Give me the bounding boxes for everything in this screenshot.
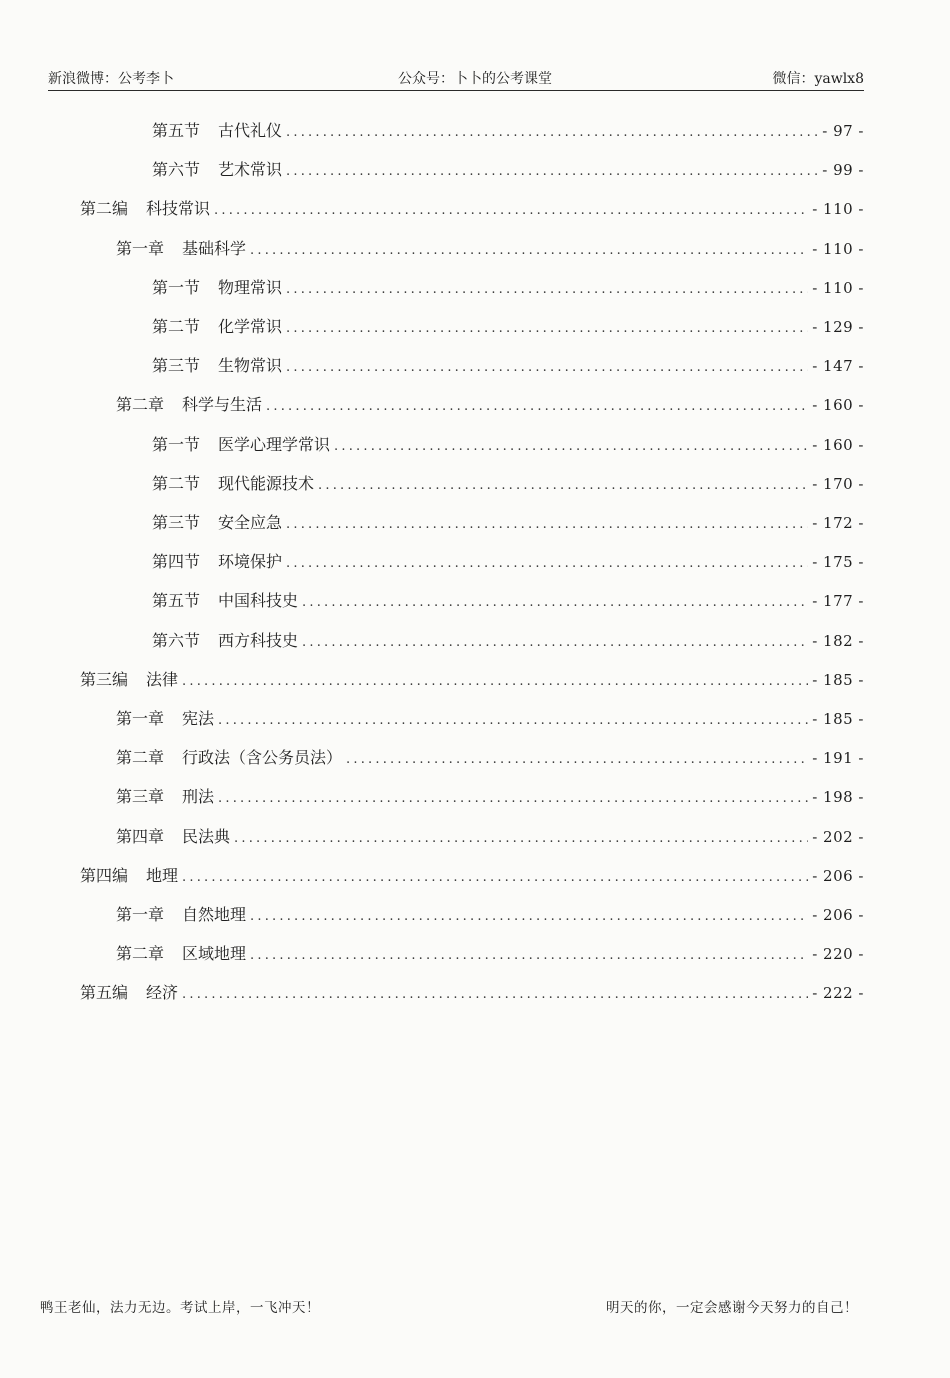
toc-entry-title: 环境保护 bbox=[218, 552, 283, 572]
toc-entry-label: 第二节 bbox=[152, 317, 201, 336]
toc-entry-label: 第一节 bbox=[152, 277, 201, 297]
page-header bbox=[48, 66, 864, 91]
toc-entry bbox=[116, 902, 864, 928]
toc-entry-page: - 175 - bbox=[812, 553, 864, 572]
toc-entry bbox=[116, 824, 864, 850]
toc-leader-dots bbox=[266, 399, 808, 414]
toc-entry-label: 第四节 bbox=[152, 552, 201, 572]
toc-leader-dots bbox=[250, 948, 808, 963]
toc-leader-dots bbox=[286, 125, 818, 140]
toc-leader-dots bbox=[182, 987, 808, 1002]
toc-entry-page: - 222 - bbox=[812, 984, 864, 1003]
toc-entry-label: 第三章 bbox=[116, 787, 165, 807]
toc-entry-label: 第二章 bbox=[116, 395, 165, 415]
toc-entry-page: - 160 - bbox=[812, 435, 864, 454]
toc-leader-dots bbox=[218, 713, 808, 728]
toc-entry-page: - 202 - bbox=[812, 827, 864, 846]
toc-entry bbox=[152, 432, 864, 458]
toc-leader-dots bbox=[302, 595, 808, 610]
toc-entry-title: 经济 bbox=[146, 983, 179, 1003]
toc-entry-label: 第四章 bbox=[116, 826, 165, 846]
toc-entry-title: 自然地理 bbox=[182, 905, 247, 924]
toc-entry-page: - 185 - bbox=[812, 710, 864, 728]
toc-entry-label: 第五节 bbox=[152, 121, 201, 140]
toc-entry bbox=[152, 510, 864, 536]
toc-entry-label: 第五节 bbox=[152, 591, 201, 611]
toc-entry-page: - 97 - bbox=[822, 122, 864, 140]
toc-entry-label: 第二编 bbox=[80, 199, 129, 219]
toc-entry-title: 区域地理 bbox=[182, 944, 247, 964]
toc-entry bbox=[152, 588, 864, 614]
toc-entry bbox=[116, 941, 864, 967]
toc-entry-label: 第三节 bbox=[152, 356, 201, 376]
toc-entry-page: - 198 - bbox=[812, 788, 864, 807]
toc-entry-page: - 99 - bbox=[822, 161, 864, 180]
toc-entry bbox=[116, 392, 864, 418]
toc-entry bbox=[80, 667, 864, 693]
toc-leader-dots bbox=[218, 791, 808, 806]
toc-entry-title: 民法典 bbox=[182, 826, 231, 846]
toc-entry-page: - 182 - bbox=[812, 631, 864, 650]
toc-entry-title: 生物常识 bbox=[218, 356, 283, 376]
header-weibo: 新浪微博：公考李卜 bbox=[48, 71, 174, 87]
toc-leader-dots bbox=[250, 909, 808, 924]
toc-leader-dots bbox=[346, 752, 808, 767]
header-official-account: 公众号：卜卜的公考课堂 bbox=[398, 71, 552, 87]
toc-entry-title: 西方科技史 bbox=[218, 630, 299, 650]
toc-entry bbox=[152, 353, 864, 379]
toc-entry-title: 行政法（含公务员法） bbox=[182, 748, 343, 768]
toc-entry-title: 化学常识 bbox=[218, 317, 283, 336]
toc-leader-dots bbox=[286, 321, 808, 336]
toc-entry-page: - 170 - bbox=[812, 474, 864, 493]
toc-entry-label: 第一章 bbox=[116, 905, 165, 924]
toc-entry-title: 现代能源技术 bbox=[218, 473, 315, 493]
toc-leader-dots bbox=[182, 674, 808, 689]
toc-entry-label: 第一节 bbox=[152, 434, 201, 454]
toc-entry-title: 古代礼仪 bbox=[218, 121, 283, 140]
toc-entry-title: 刑法 bbox=[182, 787, 215, 807]
toc-leader-dots bbox=[286, 517, 808, 532]
toc-entry-title: 医学心理学常识 bbox=[218, 434, 331, 454]
toc-entry-page: - 160 - bbox=[812, 396, 864, 415]
toc-entry-page: - 110 - bbox=[812, 239, 864, 258]
toc-entry-label: 第二章 bbox=[116, 944, 165, 964]
toc-leader-dots bbox=[214, 203, 808, 218]
toc-entry-title: 科学与生活 bbox=[182, 395, 263, 415]
toc-leader-dots bbox=[286, 556, 808, 571]
toc-entry-label: 第二章 bbox=[116, 748, 165, 768]
footer-right-slogan: 明天的你，一定会感谢今天努力的自己！ bbox=[606, 1300, 858, 1316]
toc-entry-label: 第四编 bbox=[80, 865, 129, 885]
toc-entry bbox=[116, 706, 864, 732]
toc-entry-title: 法律 bbox=[146, 669, 179, 689]
toc-leader-dots bbox=[318, 478, 808, 493]
toc-entry-page: - 110 - bbox=[812, 278, 864, 297]
toc-leader-dots bbox=[182, 870, 808, 885]
toc-entry bbox=[116, 784, 864, 810]
toc-entry-page: - 206 - bbox=[812, 866, 864, 885]
toc-entry bbox=[80, 863, 864, 889]
toc-entry-page: - 177 - bbox=[812, 592, 864, 611]
toc-entry-title: 科技常识 bbox=[146, 199, 211, 219]
toc-entry bbox=[80, 980, 864, 1006]
toc-leader-dots bbox=[234, 831, 808, 846]
toc-leader-dots bbox=[286, 360, 808, 375]
toc-leader-dots bbox=[250, 243, 808, 258]
toc-entry bbox=[152, 628, 864, 654]
toc-leader-dots bbox=[286, 164, 818, 179]
toc-entry-page: - 220 - bbox=[812, 945, 864, 964]
toc-entry-label: 第六节 bbox=[152, 630, 201, 650]
toc-entry bbox=[152, 471, 864, 497]
toc-entry-label: 第三编 bbox=[80, 669, 129, 689]
toc-entry-title: 中国科技史 bbox=[218, 591, 299, 611]
toc-entry-title: 艺术常识 bbox=[218, 160, 283, 180]
toc-entry bbox=[152, 314, 864, 340]
toc-entry-label: 第二节 bbox=[152, 473, 201, 493]
toc-entry-page: - 191 - bbox=[812, 749, 864, 768]
toc-entry-label: 第六节 bbox=[152, 160, 201, 180]
toc-entry-title: 基础科学 bbox=[182, 238, 247, 258]
toc-entry-title: 安全应急 bbox=[218, 513, 283, 532]
toc-entry bbox=[80, 196, 864, 222]
toc-leader-dots bbox=[334, 439, 808, 454]
toc-leader-dots bbox=[286, 282, 808, 297]
toc-entry-label: 第五编 bbox=[80, 983, 129, 1003]
toc-entry-page: - 172 - bbox=[812, 514, 864, 532]
toc-entry-label: 第一章 bbox=[116, 238, 165, 258]
toc-entry bbox=[152, 549, 864, 575]
toc-leader-dots bbox=[302, 635, 808, 650]
toc-entry bbox=[152, 118, 864, 144]
toc-entry-title: 地理 bbox=[146, 865, 179, 885]
toc-entry bbox=[116, 236, 864, 262]
toc-entry-page: - 129 - bbox=[812, 318, 864, 336]
toc-entry bbox=[152, 275, 864, 301]
header-wechat: 微信：yawlx8 bbox=[772, 71, 864, 87]
toc-entry bbox=[116, 745, 864, 771]
toc-entry-label: 第三节 bbox=[152, 513, 201, 532]
toc-entry-title: 宪法 bbox=[182, 709, 215, 728]
toc-entry-label: 第一章 bbox=[116, 709, 165, 728]
toc-entry-page: - 206 - bbox=[812, 906, 864, 924]
toc-entry-page: - 110 - bbox=[812, 200, 864, 219]
toc-entry bbox=[152, 157, 864, 183]
footer-left-slogan: 鸭王老仙，法力无边。考试上岸，一飞冲天！ bbox=[40, 1300, 320, 1316]
toc-entry-title: 物理常识 bbox=[218, 277, 283, 297]
toc-entry-page: - 147 - bbox=[812, 357, 864, 376]
toc-entry-page: - 185 - bbox=[812, 670, 864, 689]
